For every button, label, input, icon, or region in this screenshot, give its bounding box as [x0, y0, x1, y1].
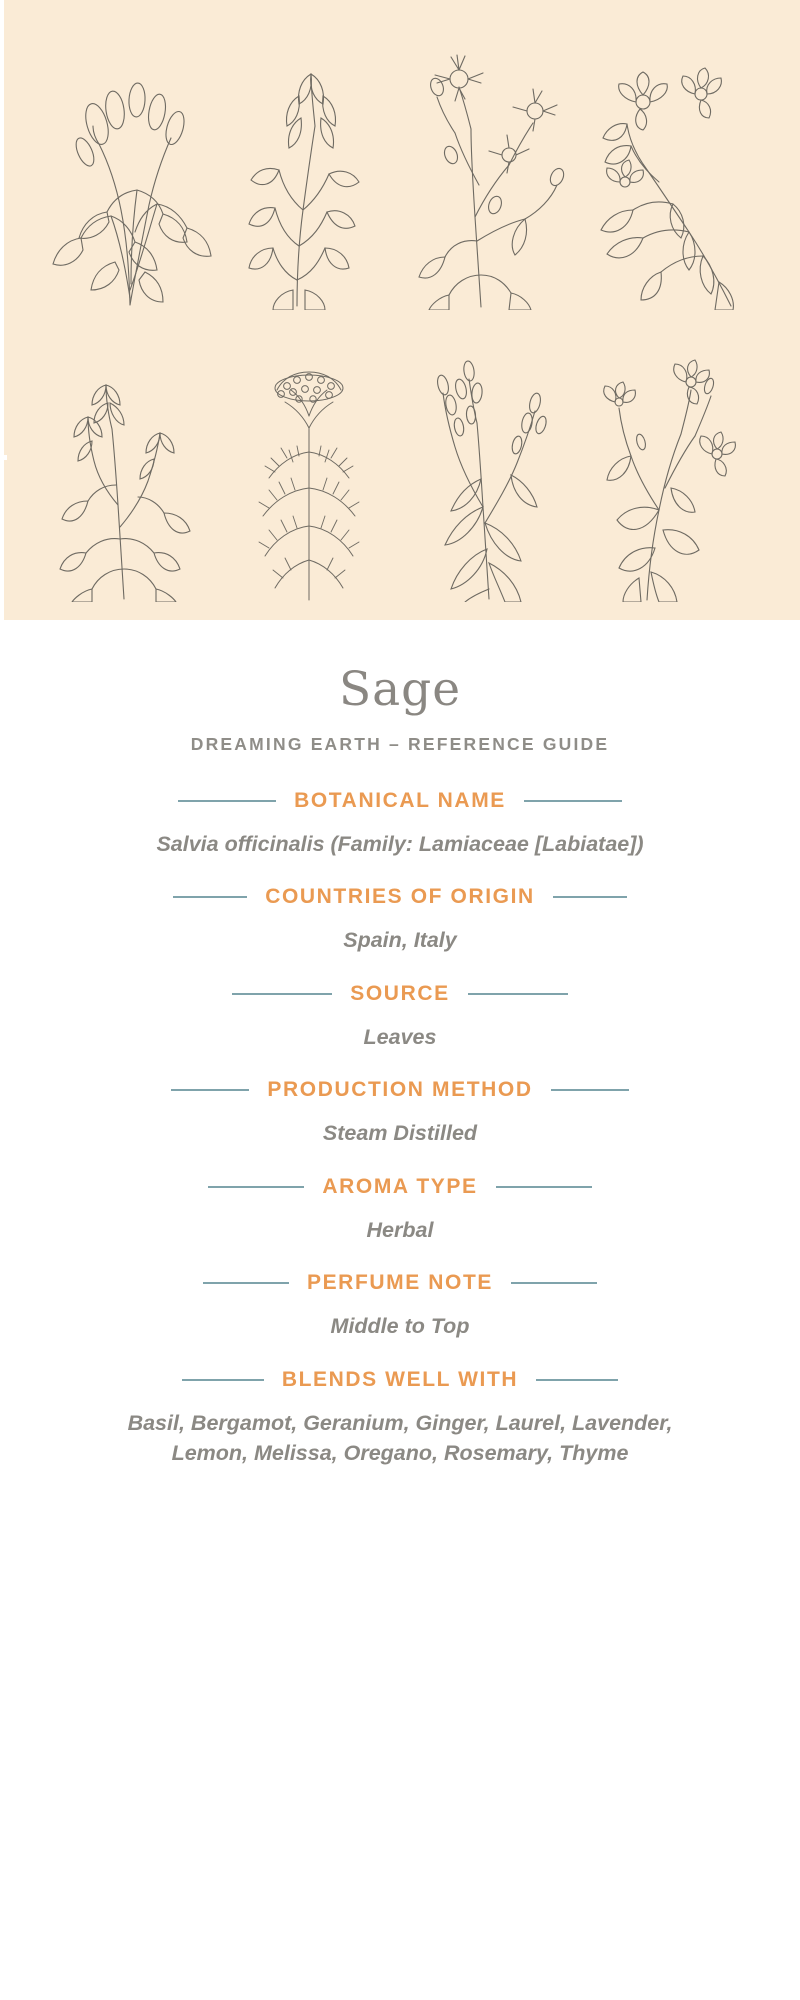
field-countries-of-origin — [0, 885, 800, 956]
field-label: COUNTRIES OF ORIGIN — [265, 885, 535, 909]
field-heading — [60, 1078, 740, 1102]
hero-illustration — [0, 0, 800, 620]
plant-mallow-flower-sketch — [580, 18, 760, 310]
field-heading — [60, 982, 740, 1006]
field-label: PERFUME NOTE — [306, 1271, 494, 1295]
field-aroma-type — [0, 1175, 800, 1246]
hero-left-notch — [0, 455, 7, 460]
divider-left — [173, 896, 247, 898]
page-subtitle: DREAMING EARTH – REFERENCE GUIDE — [190, 733, 610, 754]
field-label: BLENDS WELL WITH — [281, 1367, 519, 1391]
divider-left — [203, 1282, 289, 1284]
divider-right — [496, 1186, 592, 1188]
plant-hyssop-spike-sketch — [40, 310, 220, 602]
field-heading — [60, 1368, 740, 1392]
plant-burnet-sprig-sketch — [40, 18, 220, 310]
page-title: Sage — [338, 662, 462, 717]
hero-illustration-band — [0, 0, 800, 620]
divider-left — [171, 1089, 249, 1091]
field-value: Basil, Bergamot, Geranium, Ginger, Laurel, Lavender, Lemon, Melissa, Oregano, Rosemary, Thyme — [127, 1410, 673, 1466]
divider-right — [553, 896, 627, 898]
plant-lavender-spike-sketch — [220, 18, 400, 310]
divider-right — [511, 1282, 597, 1284]
field-source — [0, 982, 800, 1053]
divider-right — [551, 1089, 629, 1091]
field-label: PRODUCTION METHOD — [267, 1078, 533, 1102]
divider-right — [468, 993, 568, 995]
field-value: Middle to Top — [330, 1314, 470, 1339]
reference-content — [0, 620, 800, 1469]
field-heading — [60, 789, 740, 813]
field-value: Steam Distilled — [322, 1121, 478, 1146]
field-heading — [60, 1175, 740, 1199]
divider-left — [178, 800, 276, 802]
divider-left — [182, 1379, 264, 1381]
field-value: Leaves — [363, 1024, 437, 1049]
field-value: Herbal — [366, 1217, 434, 1242]
divider-right — [536, 1379, 618, 1381]
plant-cornflower-thistle-sketch — [400, 18, 580, 310]
field-heading — [60, 1271, 740, 1295]
field-value: Spain, Italy — [343, 928, 457, 953]
field-value: Salvia officinalis (Family: Lamiaceae [Labiatae]) — [156, 831, 644, 856]
field-blends-well-with — [0, 1368, 800, 1469]
field-list — [0, 789, 800, 1469]
plant-geranium-sketch — [580, 310, 760, 602]
divider-right — [524, 800, 622, 802]
field-botanical-name — [0, 789, 800, 860]
field-perfume-note — [0, 1271, 800, 1342]
field-label: AROMA TYPE — [322, 1174, 478, 1198]
field-heading — [60, 885, 740, 909]
field-label: SOURCE — [350, 981, 450, 1005]
divider-left — [232, 993, 332, 995]
botanical-sketch-grid — [40, 18, 760, 602]
plant-yarrow-sketch — [220, 310, 400, 602]
divider-left — [208, 1186, 304, 1188]
plant-sage-spike-sketch — [400, 310, 580, 602]
field-production-method — [0, 1078, 800, 1149]
field-label: BOTANICAL NAME — [294, 788, 506, 812]
hero-left-edge-line — [0, 0, 4, 620]
